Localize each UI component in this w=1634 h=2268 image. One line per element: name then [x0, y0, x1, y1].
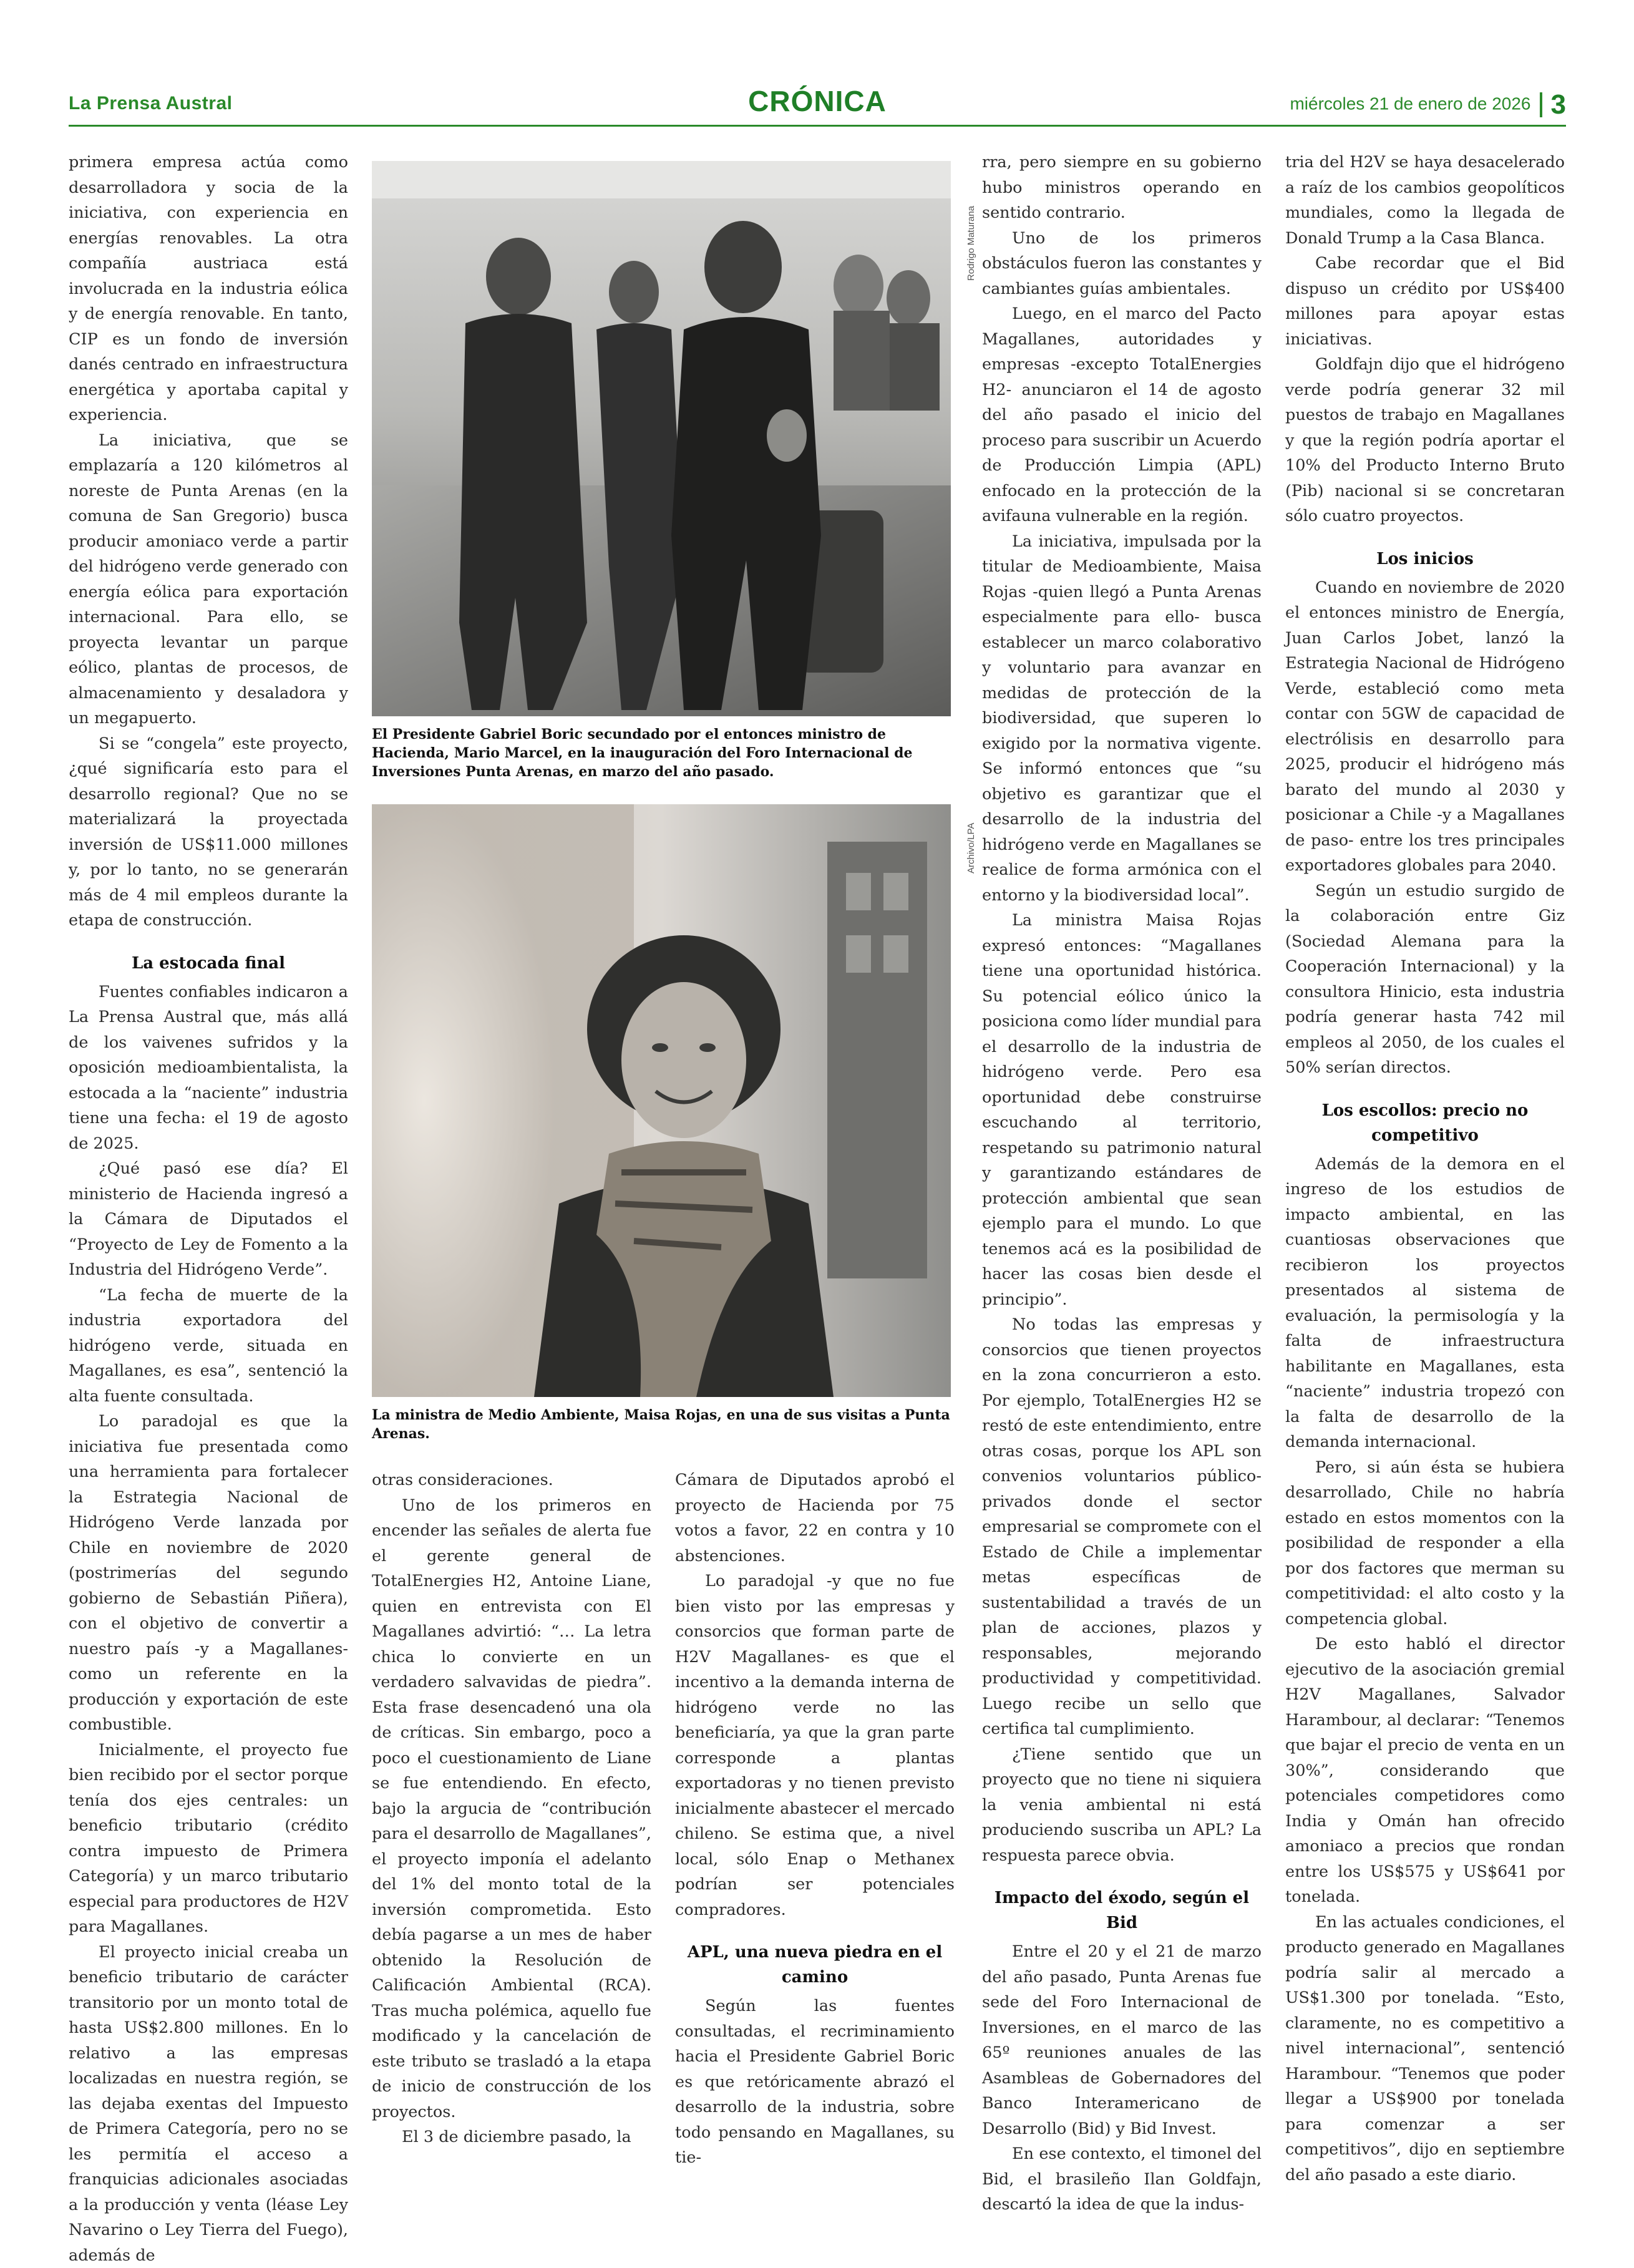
paragraph: Inicialmente, el proyecto fue bien recibido por el sector porque tenía dos ejes centrales: un beneficio tributario (crédito contra impuesto de Primera Categoría) y un marco tributario especial para productores de H2V para Magallanes. [69, 1738, 348, 1940]
paragraph: En ese contexto, el timonel del Bid, el brasileño Ilan Goldfajn, descartó la idea de que la indus- [982, 2141, 1262, 2217]
paragraph: Pero, si aún ésta se hubiera desarrollado, Chile no habría estado en estos momentos con la posibilidad de responder a ella por dos factores que merman su competitividad: el alto costo y la competencia global. [1285, 1455, 1565, 1632]
paragraph: Lo paradojal -y que no fue bien visto por las empresas y consorcios que forman parte de H2V Magallanes- es que el incentivo a la demanda interna de hidrógeno verde no las beneficiaría, ya que la gran parte corresponde a plantas exportadoras y no tienen previsto inicialmente abastecer el mercado chileno. Se estima que, a nivel local, sólo Enap o Methanex podrían ser potenciales compradores. [675, 1569, 955, 1922]
paragraph: El proyecto inicial creaba un beneficio tributario de carácter transitorio por un monto total de hasta US$2.800 millones. En lo relativo a las empresas localizadas en nuestra región, se las dejaba exentas del Impuesto de Primera Categoría, pero no se les permitía el acceso a franquicias adicionales asociadas a la producción y venta (léase Ley Navarino o Ley Tierra del Fuego), además de [69, 1940, 348, 2268]
paragraph: El 3 de diciembre pasado, la [372, 2124, 651, 2150]
paragraph: Según las fuentes consultadas, el recriminamiento hacia el Presidente Gabriel Boric es que retóricamente abrazó el desarrollo de la industria, sobre todo pensando en Magallanes, su tie- [675, 1993, 955, 2171]
subheading: APL, una nueva piedra en el camino [675, 1940, 955, 1990]
paragraph: “La fecha de muerte de la industria exportadora del hidrógeno verde, situada en Magallanes, es esa”, sentenció la alta fuente consultada. [69, 1283, 348, 1409]
paragraph: Cámara de Diputados aprobó el proyecto de Hacienda por 75 votos a favor, 22 en contra y 10 abstenciones. [675, 1467, 955, 1569]
subheading: La estocada final [69, 951, 348, 976]
subheading: Los escollos: precio no competitivo [1285, 1098, 1565, 1148]
paragraph: Luego, en el marco del Pacto Magallanes, autoridades y empresas -excepto TotalEnergies H2- anunciaron el 14 de agosto del año pasado el inicio del proceso para suscribir un Acuerdo de Producción Limpia (APL) enfocado en la protección de la avifauna vulnerable en la región. [982, 301, 1262, 529]
paragraph: Según un estudio surgido de la colaboración entre Giz (Sociedad Alemana para la Cooperación Internacional) y la consultora Hinicio, esta industria podría generar hasta 742 mil empleos al 2050, de los cuales el 50% serían directos. [1285, 878, 1565, 1081]
paragraph: primera empresa actúa como desarrolladora y socia de la iniciativa, con experiencia en energías renovables. La otra compañía austriaca está involucrada en la industria eólica y de energía renovable. En tanto, CIP es un fondo de inversión danés centrado en infraestructura energética y aportaba capital y experiencia. [69, 150, 348, 428]
header-rule [69, 125, 1566, 127]
article-column-2 [372, 1467, 651, 2150]
paragraph: De esto habló el director ejecutivo de la asociación gremial H2V Magallanes, Salvador Harambour, al declarar: “Tenemos que bajar el precio de venta en un 30%”, considerando que potenciales competidores como India y Omán han ofrecido amoniaco a precios que rondan entre los US$575 y US$641 por tonelada. [1285, 1632, 1565, 1910]
paragraph: rra, pero siempre en su gobierno hubo ministros operando en sentido contrario. [982, 150, 1262, 226]
photo-illustration [372, 161, 951, 716]
photo-caption: La ministra de Medio Ambiente, Maisa Rojas, en una de sus visitas a Punta Arenas. [372, 1406, 958, 1443]
subheading: Los inicios [1285, 547, 1565, 572]
photo-credit: Archivo/LPA [966, 823, 976, 874]
newspaper-name: La Prensa Austral [69, 93, 233, 114]
photo-credit: Rodrigo Maturana [966, 206, 976, 281]
paragraph: ¿Qué pasó ese día? El ministerio de Hacienda ingresó a la Cámara de Diputados el “Proyecto de Ley de Fomento a la Industria del Hidrógeno Verde”. [69, 1156, 348, 1283]
paragraph: Fuentes confiables indicaron a La Prensa Austral que, más allá de los vaivenes sufridos y la oposición medioambientalista, la estocada a la “naciente” industria tiene una fecha: el 19 de agosto de 2025. [69, 980, 348, 1157]
issue-date: miércoles 21 de enero de 2026 [1290, 94, 1530, 113]
paragraph: Lo paradojal es que la iniciativa fue presentada como una herramienta para fortalecer la Estrategia Nacional de Hidrógeno Verde lanzada por Chile en noviembre de 2020 (postrimerías del segundo gobierno de Sebastián Piñera), con el objetivo de convertir a nuestro país -y a Magallanes- como un referente en la producción y exportación de este combustible. [69, 1409, 348, 1738]
article-column-5 [1285, 150, 1565, 2188]
paragraph: ¿Tiene sentido que un proyecto que no tiene ni siquiera la venia ambiental ni está produciendo suscriba un APL? La respuesta parece obvia. [982, 1742, 1262, 1869]
paragraph: La iniciativa, impulsada por la titular de Medioambiente, Maisa Rojas -quien llegó a Punta Arenas especialmente para ello- busca establecer un marco colaborativo y voluntario para avanzar en medidas de protección de la biodiversidad, que superen lo exigido por la normativa vigente. Se informó entonces que “su objetivo es garantizar que el desarrollo de la industria del hidrógeno verde en Magallanes se realice de forma armónica con el entorno y la biodiversidad local”. [982, 529, 1262, 908]
paragraph: Si se “congela” este proyecto, ¿qué significaría esto para el desarrollo regional? Que no se materializará la proyectada inversión de US$11.000 millones y, por lo tanto, no se generarán más de 4 mil empleos durante la etapa de construcción. [69, 731, 348, 933]
photo-caption: El Presidente Gabriel Boric secundado por el entonces ministro de Hacienda, Mario Marcel, en la inauguración del Foro Internacional de Inversiones Punta Arenas, en marzo del año pasado. [372, 725, 958, 781]
section-title: CRÓNICA [69, 84, 1566, 118]
paragraph: Además de la demora en el ingreso de los estudios de impacto ambiental, en las cuantiosas observaciones que recibieron los proyectos presentados al sistema de evaluación, la permisología y la falta de infraestructura habilitante en Magallanes, esta “naciente” industria tropezó con la falta de desarrollo de la demanda internacional. [1285, 1152, 1565, 1455]
article-column-4 [982, 150, 1262, 2217]
date-block [1290, 89, 1566, 120]
article-column-1 [69, 150, 348, 2268]
paragraph: Cabe recordar que el Bid dispuso un crédito por US$400 millones para apoyar estas iniciativas. [1285, 251, 1565, 352]
article-column-3 [675, 1467, 955, 2171]
divider [1540, 92, 1542, 117]
subheading: Impacto del éxodo, según el Bid [982, 1886, 1262, 1935]
paragraph: otras consideraciones. [372, 1467, 651, 1493]
paragraph: Entre el 20 y el 21 de marzo del año pasado, Punta Arenas fue sede del Foro Internacional de Inversiones, en el marco de las 65º reuniones anuales de las Asambleas de Gobernadores del Banco Interamericano de Desarrollo (Bid) y Bid Invest. [982, 1939, 1262, 2141]
paragraph: La iniciativa, que se emplazaría a 120 kilómetros al noreste de Punta Arenas (en la comuna de San Gregorio) busca producir amoniaco verde a partir del hidrógeno verde generado con energía eólica para exportación internacional. Para ello, se proyecta levantar un parque eólico, plantas de procesos, de almacenamiento y desaladora y un megapuerto. [69, 428, 348, 731]
paragraph: Goldfajn dijo que el hidrógeno verde podría generar 32 mil puestos de trabajo en Magallanes y que la región podría aportar el 10% del Producto Interno Bruto (Pib) nacional si se concretaran sólo cuatro proyectos. [1285, 352, 1565, 529]
photo-illustration [372, 804, 951, 1397]
masthead [69, 84, 1566, 128]
photo-maisa-rojas [372, 804, 951, 1397]
paragraph: No todas las empresas y consorcios que tienen proyectos en la zona concurrieron a esto. Por ejemplo, TotalEnergies H2 se restó de este entendimiento, entre otras cosas, porque los APL son convenios voluntarios público-privados donde el sector empresarial se compromete con el Estado de Chile a implementar metas específicas de sustentabilidad a través de un plan de acciones, plazos y responsables, mejorando productividad y competitividad. Luego recibe un sello que certifica tal cumplimiento. [982, 1312, 1262, 1742]
paragraph: tria del H2V se haya desacelerado a raíz de los cambios geopolíticos mundiales, como la llegada de Donald Trump a la Casa Blanca. [1285, 150, 1565, 251]
paragraph: La ministra Maisa Rojas expresó entonces: “Magallanes tiene una oportunidad histórica. Su potencial eólico único la posiciona como líder mundial para el desarrollo de la industria de hidrógeno verde. Pero esa oportunidad debe construirse escuchando al territorio, respetando su patrimonio natural y garantizando estándares de protección ambiental que sean ejemplo para el mundo. Lo que tenemos acá es la posibilidad de hacer las cosas bien desde el principio”. [982, 908, 1262, 1312]
photo-boric-marcel [372, 161, 951, 716]
paragraph: Uno de los primeros en encender las señales de alerta fue el gerente general de TotalEnergies H2, Antoine Liane, quien en entrevista con El Magallanes advirtió: “… La letra chica lo convierte en un verdadero salvavidas de piedra”. Esta frase desencadenó una ola de críticas. Sin embargo, poco a poco el cuestionamiento de Liane se fue entendiendo. En efecto, bajo la argucia de “contribución para el desarrollo de Magallanes”, el proyecto imponía el adelanto del 1% del monto total de la inversión comprometida. Esto debía pagarse a un mes de haber obtenido la Resolución de Calificación Ambiental (RCA). Tras mucha polémica, aquello fue modificado y la cancelación de este tributo se trasladó a la etapa de inicio de construcción de los proyectos. [372, 1493, 651, 2125]
paragraph: Cuando en noviembre de 2020 el entonces ministro de Energía, Juan Carlos Jobet, lanzó la Estrategia Nacional de Hidrógeno Verde, estableció como meta contar con 5GW de capacidad de electrólisis en desarrollo para 2025, producir el hidrógeno más barato del mundo al 2030 y posicionar a Chile -y a Magallanes de paso- entre los tres principales exportadores globales para 2040. [1285, 575, 1565, 878]
paragraph: En las actuales condiciones, el producto generado en Magallanes podría salir al mercado a US$1.300 por tonelada. “Esto, claramente, no es competitivo a nivel internacional”, sentenció Harambour. “Tenemos que poder llegar a US$900 por tonelada para comenzar a ser competitivos”, dijo en septiembre del año pasado a este diario. [1285, 1910, 1565, 2188]
paragraph: Uno de los primeros obstáculos fueron las constantes y cambiantes guías ambientales. [982, 226, 1262, 302]
page-number: 3 [1551, 89, 1566, 120]
